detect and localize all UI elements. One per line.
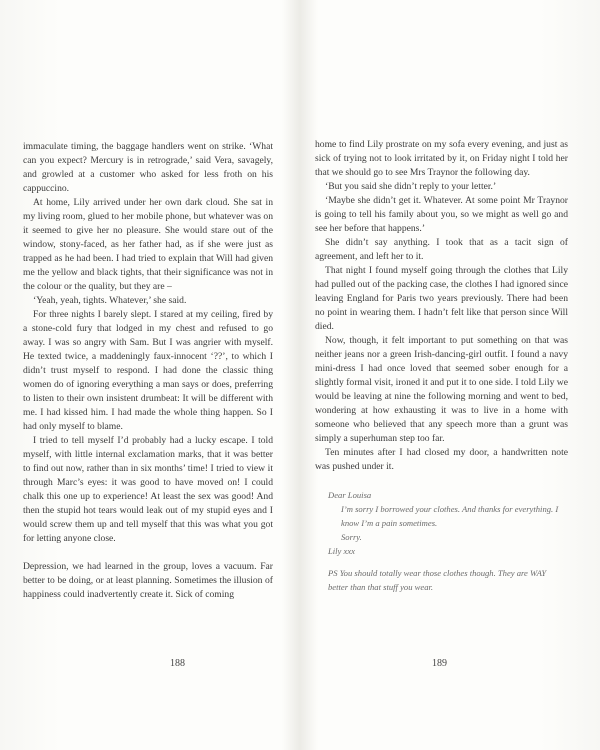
paragraph: immaculate timing, the baggage handlers went on strike. ‘What can you expect? Mercury is in retrograde,’ said Vera, savagely, and growled at a customer who asked for less froth on his cappuccino. [23,141,273,194]
paragraph: I tried to tell myself I’d probably had a lucky escape. I told myself, with little internal exclamation marks, that it was better to find out now, rather than in six months’ time! I tried to view it through Marc’s eyes: it was good to have moved on! I could chalk this one up to experience! At least the sex was good! And then the stupid hot tears would leak out of my stupid eyes and I would screw them up and tell myself that this was what you got for letting anyone close. [23,435,273,544]
paragraph: ‘Yeah, yeah, tights. Whatever,’ she said. [33,295,187,306]
paragraph: She didn’t say anything. I took that as a tacit sign of agreement, and left her to it. [315,237,568,262]
paragraph: ‘But you said she didn’t reply to your letter.’ [325,181,497,192]
paragraph: At home, Lily arrived under her own dark cloud. She sat in my living room, glued to her mobile phone, but whatever was on it seemed to give her no pleasure. She would stare out of the window, stony-faced, as her father had, as if she were just as trapped as he had been. I had tried to explain that Will had given me the yellow and black tights, that their significance was not in the colour or the quality, but they are – [23,197,273,292]
handwritten-note [315,488,568,594]
page-number-right: 189 [432,658,447,669]
paragraph: home to find Lily prostrate on my sofa every evening, and just as sick of trying not to look irritated by it, on Friday night I told her that we should go to see Mrs Traynor the following day. [315,139,568,178]
note-postscript: PS You should totally wear those clothes though. They are WAY better than that stuff you wear. [328,568,547,592]
paragraph: ‘Maybe she didn’t get it. Whatever. At some point Mr Traynor is going to tell his family about you, so we might as well go and see her before that happens.’ [315,195,568,234]
paragraph: For three nights I barely slept. I stared at my ceiling, fired by a stone-cold fury that lodged in my chest and refused to go away. I was so angry with Sam. But I was angrier with myself. He texted twice, a maddeningly faux-innocent ‘??’, to which I didn’t trust myself to respond. I had done the classic thing women do of ignoring everything a man says or does, preferring to listen to their own insistent drumbeat: It will be different with me. I had kissed him. I had made the whole thing happen. So I had only myself to blame. [23,309,273,432]
page-number-left: 188 [170,658,185,669]
paragraph: Ten minutes after I had closed my door, a handwritten note was pushed under it. [315,447,568,472]
section-opening-paragraph: Depression, we had learned in the group, loves a vacuum. Far better to be doing, or at least planning. Sometimes the illusion of happiness could inadvertently create it. Sick of coming [23,561,273,600]
right-page [315,138,568,594]
paragraph: That night I found myself going through the clothes that Lily had pulled out of the packing case, the clothes I had ignored since leaving England for Paris two years previously. There had been no point in wearing them. I hadn’t felt like that person since Will died. [315,265,568,332]
note-signoff: Lily xxx [328,546,355,556]
note-salutation: Dear Louisa [328,490,372,500]
left-page [23,140,273,602]
note-apology: Sorry. [341,532,362,542]
paragraph: Now, though, it felt important to put something on that was neither jeans nor a green Irish-dancing-girl outfit. I found a navy mini-dress I had once loved that seemed sober enough for a slightly formal visit, ironed it and put it to one side. I told Lily we would be leaving at nine the following morning and went to bed, wondering at how exhausting it was to live in a home with someone who believed that any speech more than a grunt was simply a superhuman step too far. [315,335,568,444]
note-body: I’m sorry I borrowed your clothes. And thanks for everything. I know I’m a pain sometimes. [341,504,559,528]
